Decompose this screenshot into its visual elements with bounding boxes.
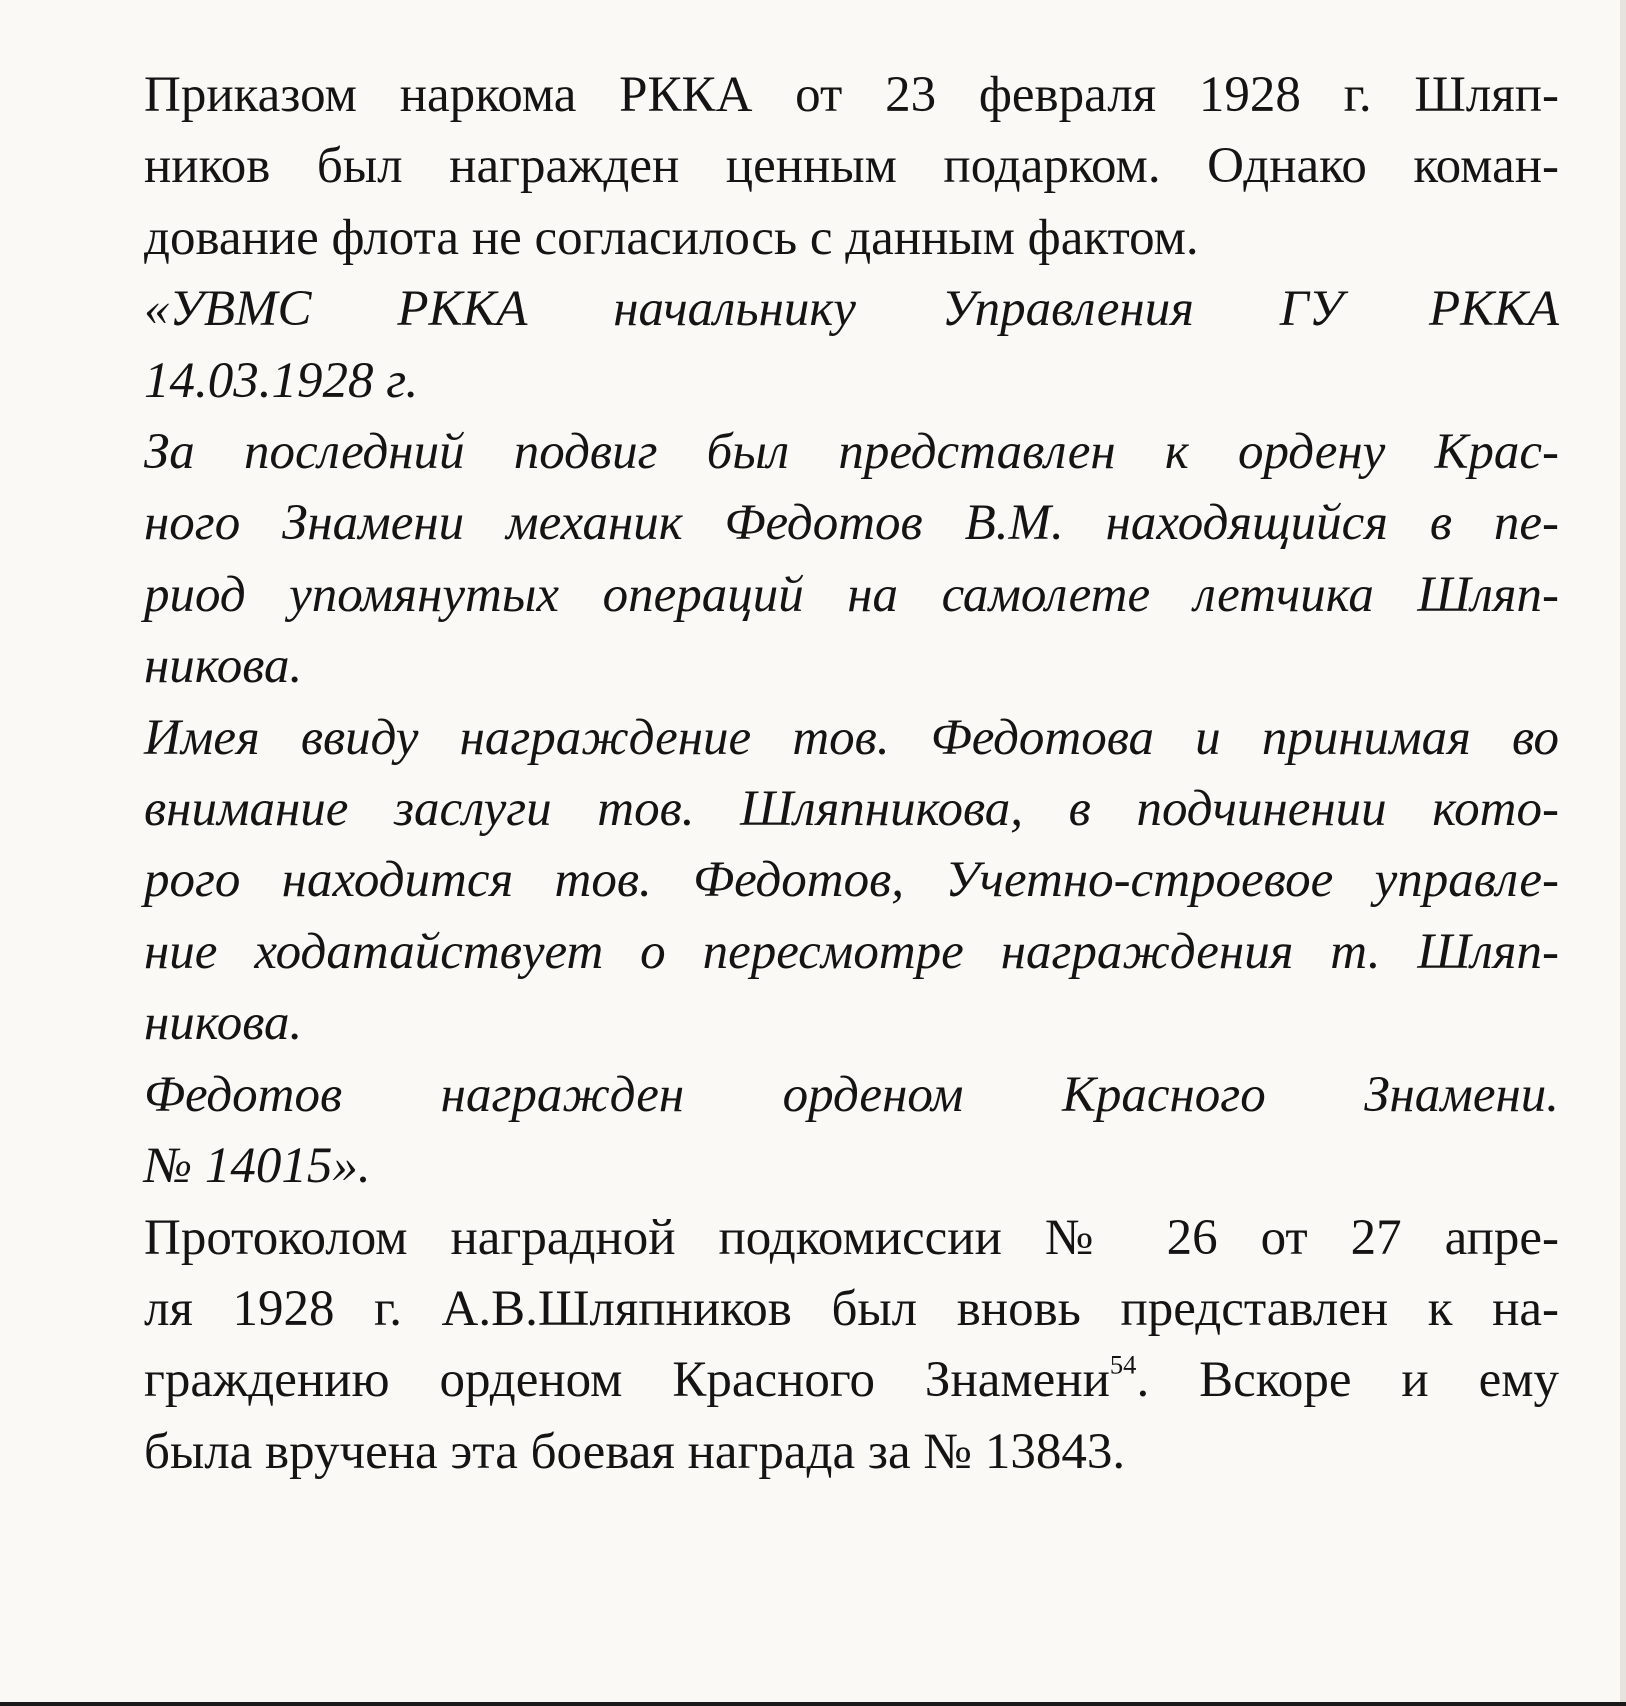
text-line: ного Знамени механик Федотов В.М. находящийся в пе- bbox=[144, 495, 1559, 552]
paragraph-fedotov-awarded bbox=[64, 1060, 1559, 1203]
paragraph-order-gift bbox=[64, 60, 1559, 274]
paragraph-review-request bbox=[64, 703, 1559, 1060]
text-line: была вручена эта боевая награда за № 13843. bbox=[144, 1423, 1126, 1480]
paragraph-fedotov-nomination bbox=[64, 417, 1559, 703]
text-line: ние ходатайствует о пересмотре награждения т. Шляп- bbox=[144, 923, 1559, 980]
text-line: ля 1928 г. А.В.Шляпников был вновь представлен к на- bbox=[144, 1280, 1559, 1337]
text-line: Приказом наркома РККА от 23 февраля 1928 г. Шляп- bbox=[144, 67, 1559, 123]
paragraph-letter-header bbox=[64, 274, 1559, 417]
text-line: За последний подвиг был представлен к ордену Крас- bbox=[144, 424, 1559, 481]
text-line: Федотов награжден орденом Красного Знамени. bbox=[144, 1066, 1559, 1123]
text-line: риод упомянутых операций на самолете летчика Шляп- bbox=[144, 566, 1559, 623]
page-edge-shadow bbox=[1620, 0, 1626, 1706]
text-line: никова. bbox=[144, 638, 303, 695]
text-line: внимание заслуги тов. Шляпникова, в подчинении кото- bbox=[144, 781, 1559, 838]
text-line: ников был награжден ценным подарком. Однако коман- bbox=[144, 138, 1559, 195]
text-segment: граждению орденом Красного Знамени bbox=[144, 1352, 1110, 1409]
document-page bbox=[64, 60, 1559, 1488]
text-line: дование флота не согласилось с данным фактом. bbox=[144, 209, 1199, 266]
text-line: никова. bbox=[144, 995, 303, 1052]
text-line: Протоколом наградной подкомиссии № 26 от 27 апре- bbox=[144, 1209, 1559, 1266]
text-line-with-footnote bbox=[64, 1345, 1559, 1416]
text-line: Имея ввиду награждение тов. Федотова и принимая во bbox=[144, 709, 1559, 766]
text-line: 14.03.1928 г. bbox=[144, 352, 419, 409]
paragraph-protocol bbox=[64, 1203, 1559, 1489]
text-line: рого находится тов. Федотов, Учетно-строевое управле- bbox=[144, 852, 1559, 909]
text-line: «УВМС РККА начальнику Управления ГУ РККА bbox=[144, 281, 1559, 338]
footnote-reference[interactable]: 54 bbox=[1109, 1349, 1137, 1380]
bottom-border bbox=[0, 1702, 1626, 1706]
text-line: № 14015». bbox=[144, 1138, 371, 1195]
text-segment: . Вскоре и ему bbox=[1136, 1352, 1560, 1409]
